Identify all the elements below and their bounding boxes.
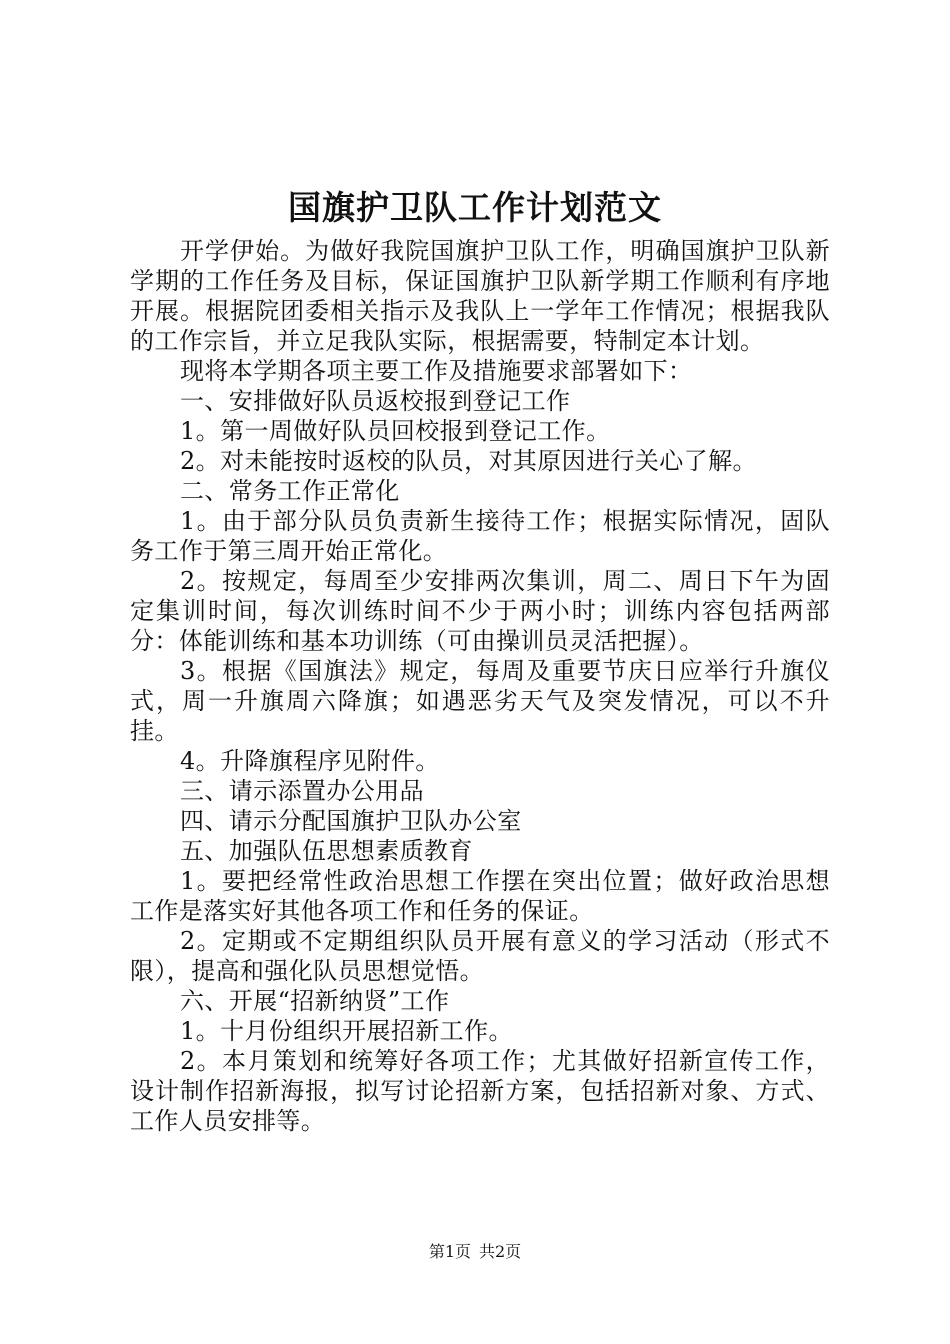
page-total: 共2页 [479,1242,522,1261]
list-item: 1。十月份组织开展招新工作。 [180,1017,513,1045]
paragraph: 现将本学期各项主要工作及措施要求部署如下： [180,357,693,385]
section-heading: 二、常务工作正常化 [180,477,400,505]
section-heading: 六、开展“招新纳贤”工作 [180,987,450,1015]
document-body [130,236,830,1136]
list-item: 2。本月策划和统筹好各项工作；尤其做好招新宣传工作，设计制作招新海报，拟写讨论招新方案，包括招新对象、方式、工作人员安排等。 [130,1047,830,1135]
list-item: 2。按规定，每周至少安排两次集训，周二、周日下午为固定集训时间，每次训练时间不少于两小时；训练内容包括两部分：体能训练和基本功训练（可由操训员灵活把握）。 [130,567,830,655]
section-heading: 三、请示添置办公用品 [180,777,424,805]
page-number: 第1页 [428,1242,471,1261]
section-heading: 一、安排做好队员返校报到登记工作 [180,387,571,415]
section-heading: 四、请示分配国旗护卫队办公室 [180,807,522,835]
list-item: 3。根据《国旗法》规定，每周及重要节庆日应举行升旗仪式，周一升旗周六降旗；如遇恶劣天气及突发情况，可以不升挂。 [130,657,830,745]
section-heading: 五、加强队伍思想素质教育 [180,837,473,865]
list-item: 1。由于部分队员负责新生接待工作；根据实际情况，固队务工作于第三周开始正常化。 [130,507,830,565]
list-item: 1。要把经常性政治思想工作摆在突出位置；做好政治思想工作是落实好其他各项工作和任务的保证。 [130,867,830,925]
list-item: 1。第一周做好队员回校报到登记工作。 [180,417,611,445]
list-item: 2。对未能按时返校的队员，对其原因进行关心了解。 [180,447,757,475]
paragraph: 开学伊始。为做好我院国旗护卫队工作，明确国旗护卫队新学期的工作任务及目标，保证国旗护卫队新学期工作顺利有序地开展。根据院团委相关指示及我队上一学年工作情况；根据我队的工作宗旨，并立足我队实际，根据需要，特制定本计划。 [130,237,830,355]
list-item: 4。升降旗程序见附件。 [180,747,440,775]
page-footer [0,1242,950,1262]
list-item: 2。定期或不定期组织队员开展有意义的学习活动（形式不限），提高和强化队员思想觉悟。 [130,927,830,985]
document-title: 国旗护卫队工作计划范文 [288,188,662,227]
